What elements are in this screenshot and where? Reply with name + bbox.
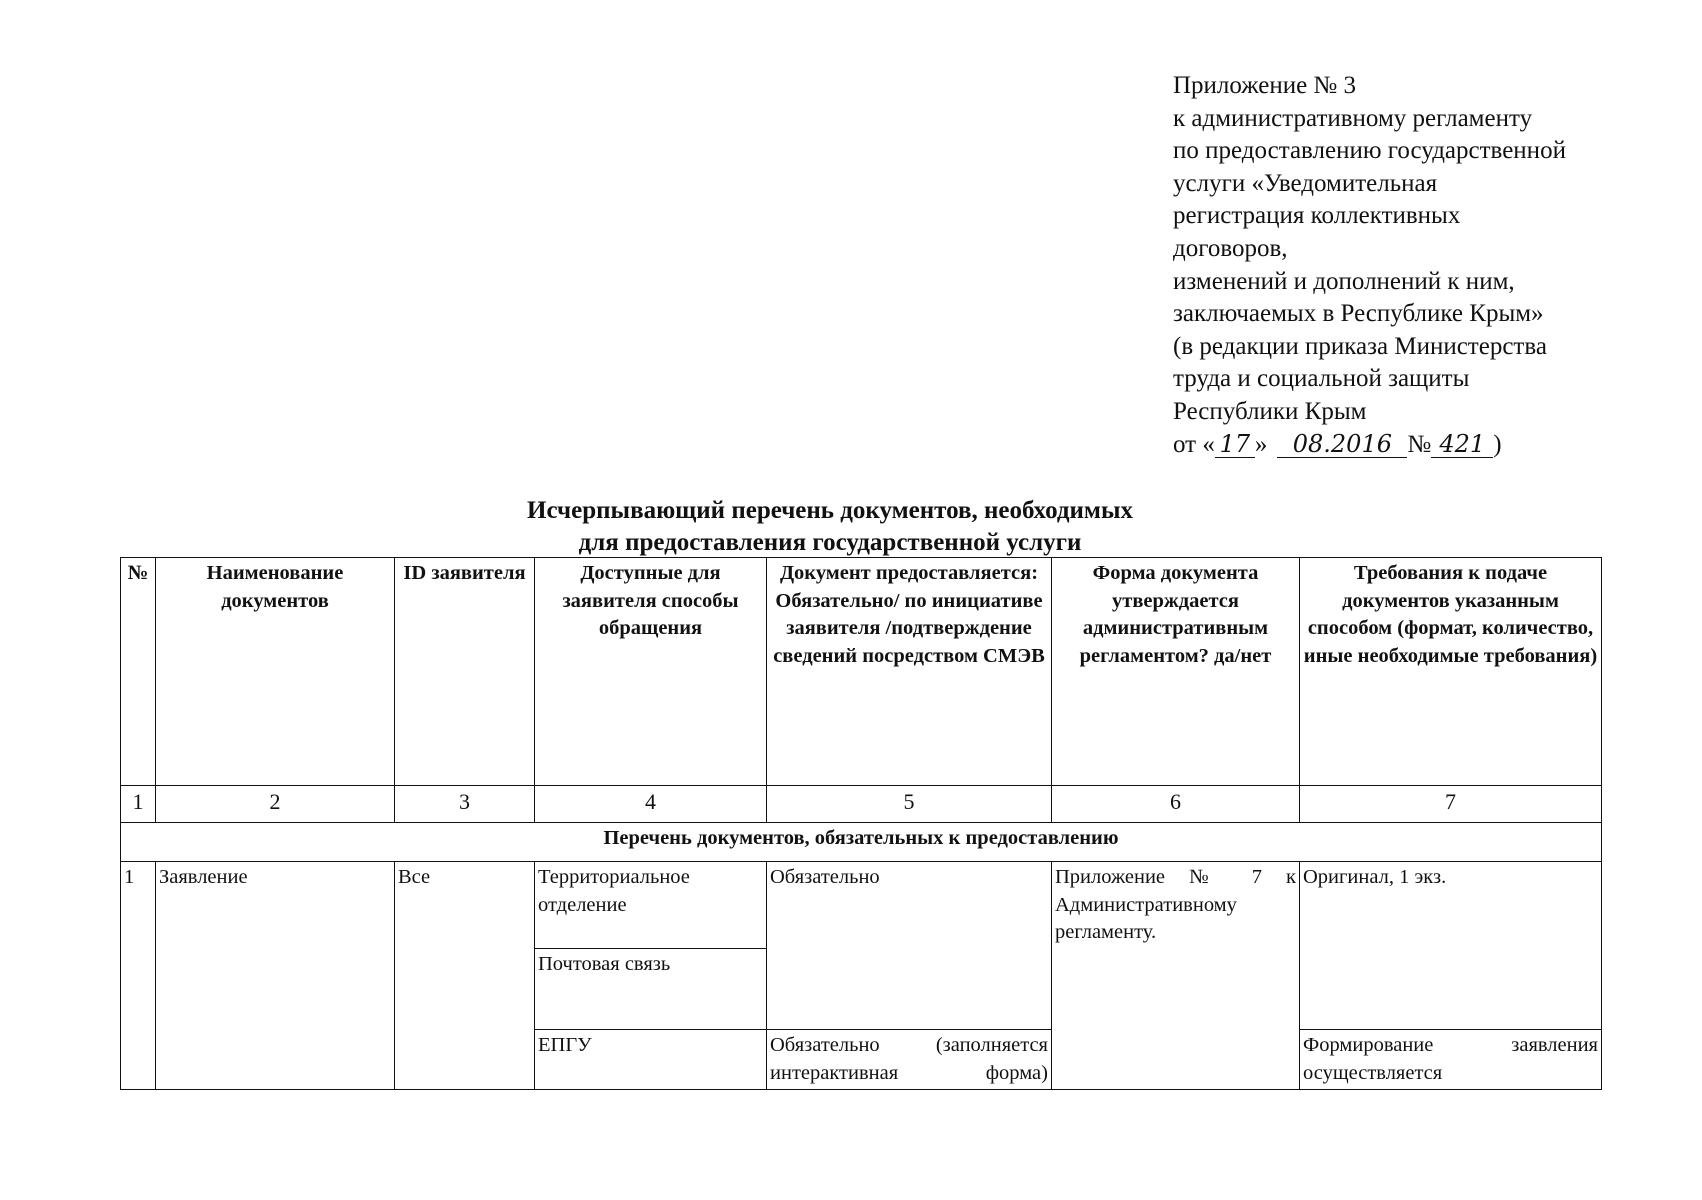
requirement-original: Оригинал, 1 экз. [1300, 862, 1602, 1030]
appendix-line: труда и социальной защиты [1173, 365, 1470, 393]
applicant-id: Все [395, 862, 535, 1090]
header-provided: Документ предоставляется: Обязательно/ по инициативе заявителя /подтверждение сведений посредством СМЭВ [767, 558, 1052, 786]
appendix-line: Приложение № 3 [1173, 72, 1357, 99]
handwritten-number: 421 [1431, 431, 1493, 458]
appendix-line: регистрация коллективных [1173, 202, 1461, 230]
date-suffix: ) [1493, 430, 1502, 458]
date-close-quote: » [1254, 430, 1268, 458]
appendix-block [1173, 70, 1673, 461]
method-epgu: ЕПГУ [535, 1030, 767, 1090]
handwritten-date: 08.2016 [1277, 431, 1407, 458]
header-form: Форма документа утверждается административным регламентом? да/нет [1052, 558, 1300, 786]
method-territorial-office: Территориальное отделение [535, 862, 767, 949]
form-approved [1052, 862, 1300, 1090]
appendix-line: к административному регламенту [1173, 104, 1533, 132]
section-row [121, 823, 1602, 862]
appendix-line: изменений и дополнений к ним, [1173, 267, 1515, 295]
document-title [330, 495, 1330, 559]
appendix-line: договоров, [1173, 234, 1288, 262]
title-line-1: Исчерпывающий перечень документов, необходимых [527, 497, 1133, 524]
column-number: 1 [121, 786, 156, 823]
column-number: 7 [1300, 786, 1602, 823]
documents-table [120, 557, 1602, 1090]
column-number: 4 [535, 786, 767, 823]
row-number: 1 [121, 862, 156, 1090]
requirement-forming: Формирование заявления осуществляется [1300, 1030, 1602, 1090]
provided-mandatory: Обязательно [767, 862, 1052, 1030]
title-line-2: для предоставления государственной услуги [578, 529, 1082, 556]
appendix-line: по предоставлению государственной [1173, 137, 1566, 165]
handwritten-day: 17 [1215, 431, 1255, 458]
column-number: 3 [395, 786, 535, 823]
section-title: Перечень документов, обязательных к предоставлению [121, 823, 1602, 862]
order-date-line [1173, 429, 1673, 462]
header-num: № [121, 558, 156, 786]
provided-interactive-form: Обязательно (заполняется интерактивная форма) [767, 1030, 1052, 1090]
appendix-line: услуги «Уведомительная [1173, 169, 1438, 197]
number-label: № [1407, 430, 1432, 458]
header-requirements: Требования к подаче документов указанным способом (формат, количество, иные необходимые требования) [1300, 558, 1602, 786]
appendix-line: Республики Крым [1173, 397, 1367, 425]
appendix-line: (в редакции приказа Министерства [1173, 332, 1547, 360]
column-number: 2 [156, 786, 395, 823]
header-applicant-id: ID заявителя [395, 558, 535, 786]
table-row [121, 862, 1602, 949]
header-methods: Доступные для заявителя способы обращения [535, 558, 767, 786]
column-numbers-row [121, 786, 1602, 823]
document-name: Заявление [156, 862, 395, 1090]
header-row [121, 558, 1602, 786]
column-number: 5 [767, 786, 1052, 823]
method-postal: Почтовая связь [535, 949, 767, 1030]
form-approved-text: Приложение № 7 к Административному регламенту. [1055, 866, 1296, 943]
date-prefix: от « [1173, 430, 1215, 458]
column-number: 6 [1052, 786, 1300, 823]
appendix-line: заключаемых в Республике Крым» [1173, 300, 1544, 328]
header-doc-name: Наименование документов [156, 558, 395, 786]
